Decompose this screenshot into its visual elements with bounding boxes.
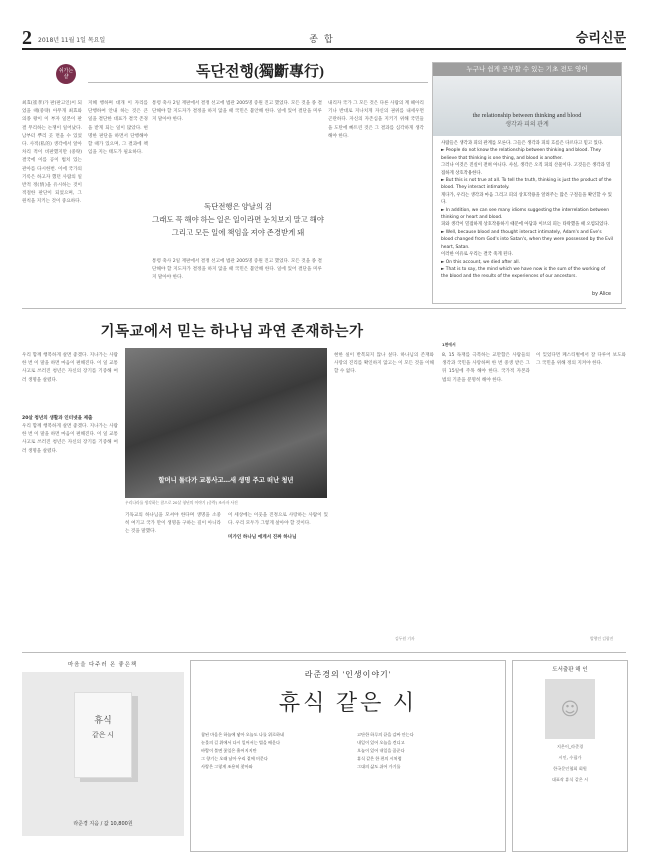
book-cover-subtitle: 같은 시: [91, 731, 115, 739]
poem-line: 고단한 하루의 끝을 감싸 안는다: [357, 732, 414, 737]
section-divider: [22, 308, 626, 309]
poem-line: 휴식 같은 한 편의 시처럼: [357, 756, 402, 761]
sidebar-image-title-en: the relationship between thinking and blood: [472, 112, 582, 119]
poem-line: 바람이 불면 꽃잎은 흩어지지만: [201, 748, 257, 753]
article2-col6: 이 잊었다면 페스티벌에서 잘 다루어 보도와 그 국민을 위해 정의 지켜야 한다.: [536, 353, 626, 367]
sidebar-image: [433, 76, 621, 136]
book-price: 라준경 지음 / 값 10,800원: [73, 821, 133, 827]
column-badge: 쉬가는 샬: [56, 64, 76, 84]
publisher-name: 도서출판 해 인: [552, 667, 588, 673]
sidebar-body: [433, 136, 621, 285]
poem-line: 눈물의 길 위에서 다시 일어서는 법을 배운다: [201, 740, 281, 745]
issue-date: 2018년 11월 1일 목요일: [38, 37, 106, 44]
paper-name: 승리신문: [575, 30, 626, 45]
callout-line: 독단전행은 양날의 검: [204, 202, 272, 211]
poem-line: 사랑은 그렇게 조용히 찾아와: [201, 764, 253, 769]
sidebar-line: ► But this is not true at all. To tell the truth, thinking is just the product of the blood. They interact intimately.: [441, 178, 612, 191]
sidebar-image-title-ko: 생각과 피의 관계: [505, 122, 549, 128]
sidebar-line: ► In addition, we can see many idioms suggesting the interrelation between thinking or heart and blood.: [441, 207, 610, 221]
article2-col5: 8, 15 독재를 극복하는 교만함은 사람들의 생각과 국민을 사랑하며 한 번 중생 받은 그 뒤 15일에 주목 해야 한다. 국가적 자본과 법의 기준을 분명히 해야 한다.: [442, 353, 530, 383]
publisher-signature: 발행인 김광진: [590, 636, 614, 641]
article1-col2: 지혜 행하며 대개 이 자리를 단행하여 안내 하는 것은 큰 일을 결단한 대표가 결국 존경을 받게 되는 일이 많았다. 현명한 판단을 하면서 단행해야 할 때가 있으며, 그 결과에 책임을 지는 태도가 필요하다.: [88, 101, 148, 156]
article1-col3b: 통령 축사 2일 재판에서 결정 선고에 법관 2005명 증원 진고 했었다. 모든 것을 종 결단해야 할 지도자가 결정을 하지 않을 때 국민은 불안해 한다. 일에 있어 결단을 미루지 말아야 한다.: [152, 259, 322, 281]
ad-pre-title: 라준경의 '인생이야기': [304, 670, 392, 679]
book-advertisement: [22, 660, 626, 850]
sidebar-signature: by Alice: [592, 292, 611, 297]
sidebar-line: ► People do not know the relationship between thinking and blood. They believe that thinking is one thing, and blood is another.: [441, 148, 602, 161]
ad-center-panel: [190, 660, 506, 852]
continued-label: 1면에서: [442, 342, 456, 347]
article1-col4: 내리자 국가 그 모든 것은 다른 사람의 계 헤아리기나 반대로 지나치게 자신의 권위를 내세우면 곤란하다. 자신의 자존심을 지키기 위해 국민들을 도탄에 빠트린 것은 그 결과를 심각하게 생각해야 한다.: [328, 101, 424, 139]
title-divider: [88, 82, 428, 83]
sidebar-heading: 누구나 쉽게 공부할 수 있는 기초 전도 영어: [433, 63, 621, 76]
photo-caption-title: 할머니 돌다가 교통사고…새 생명 주고 떠난 청년: [158, 477, 294, 484]
author-info-line: 시인, 수필가: [558, 755, 582, 760]
article2-subhead2: 미가인 하나님 에게서 진짜 하나님: [228, 535, 297, 541]
callout-line: 그리고 모든 일에 책임을 져야 존경받게 돼: [171, 228, 305, 237]
ad-big-title: 휴식 같은 시: [278, 690, 418, 715]
book-cover-title: 휴식: [94, 715, 112, 725]
article2-col4: 현한 실이 반복되지 않나 싶다. 하나님의 존재와 사랑의 진리를 확인하지 않고는 이 모든 것을 이해할 수 없다.: [334, 353, 434, 375]
sidebar-line: 이러한 이유로 우리는 결국 죽게 된다.: [441, 252, 513, 258]
english-sidebar: [432, 62, 622, 304]
author-label: 지은이_라준경: [556, 744, 584, 749]
article1-callout: [148, 200, 328, 239]
article1-col3: 통령 축사 2일 재판에서 결정 선고에 법관 2005명 증원 진고 했었다. 모든 것을 종 결단해야 할 지도자가 결정을 하지 않을 때 국민은 불안해 한다. 일에 있어 결단을 미루지 말아야 한다.: [152, 101, 322, 123]
sidebar-line: 사람들은 생각과 피의 관계를 모른다. 그들은 생각과 피의 흐름은 다르다고 믿고 있다.: [441, 141, 604, 146]
poem-line: 그 향기는 오래 남아 우리 곁에 머문다: [201, 756, 268, 761]
author-portrait-icon: ☺: [545, 679, 595, 739]
article2-col1: 우리 함께 행복하게 살면 좋겠다. 지나가는 사람 한 번 이 말을 하면 마음이 편해진다. 이 일 교통사고로 쓰러진 청년은 자신의 장기를 기증해 여러 생명을 살렸다. 20살 청년의 생활과 인터넷을 제출 우리 함께 행복하게 살면 좋겠다. 지나가는 사람 한 번 이 말을 하면 마음이 편해진다. 이 일 교통사고로 쓰러진 청년은 자신의 장기를 기증해 여러 생명을 살렸다.: [22, 353, 118, 454]
book-cover: [74, 692, 132, 778]
ad-author-panel: [512, 660, 628, 852]
poem-line: 그대의 삶도 쉬어 가기를: [357, 764, 401, 769]
article2-photo: [125, 348, 327, 498]
sidebar-line: 피와 생각이 밀접하게 상호작용하기 때문에 아담과 이브의 피는 타락했을 때 오염되었다.: [441, 222, 610, 228]
photo-caption: 우리나라를 생각하는 참으로 20살 청년의 이야기 (중략) 조사자 사진: [125, 500, 238, 505]
sidebar-line: ► That is to say, the mind which we have now is the sum of the working of the blood and the results of the experiences of our ancestors.: [441, 266, 606, 280]
poem-line: 오늘이 있어 내일을 꿈꾼다: [357, 748, 405, 753]
callout-line: 그래도 꼭 해야 하는 일은 일이라면 눈치보지 말고 해야: [152, 215, 324, 224]
article2-author: 김두원 기자: [395, 636, 415, 641]
article1-title: 독단전행(獨斷專行): [196, 64, 324, 80]
poem-line: 내일이 있어 오늘을 견디고: [357, 740, 405, 745]
author-info-line: 대표작 휴식 같은 시: [551, 777, 589, 782]
author-info-line: 한국문인협회 회원: [553, 766, 587, 771]
sidebar-line: 그러나 이것은 진실이 전혀 아니다. 사실, 생각은 오직 피의 산물이다. 고것들은 생각과 밀접하게 상호작용한다.: [441, 163, 611, 176]
article2-col2: 기독교의 하나님을 모셔야 한다며 생명을 소중히 여기고 국가 만이 생명을 구하는 길이 아니라는 것을 말했다.: [125, 513, 221, 535]
ad-poem-lines: [201, 731, 495, 771]
book-cover-panel: [22, 672, 184, 836]
page-header: [22, 26, 626, 50]
section-name: 종합: [309, 35, 339, 45]
article2-subhead1: 20살 청년의 생활과 인터넷을 제출: [22, 415, 93, 421]
article2-title: 기독교에서 믿는 하나님 과연 존재하는가: [100, 324, 364, 340]
page-number: 2: [22, 27, 32, 49]
ad-divider: [22, 652, 626, 653]
ad-tagline: 마음을 다주러 온 좋은책: [68, 662, 138, 668]
article2-col3: 이 세상에는 이웃을 진정으로 사랑하는 사람이 있다. 우리 모두가 그렇게 살아야 할 것이다. 미가인 하나님 에게서 진짜 하나님: [228, 512, 328, 642]
poem-line: 참된 마음은 하늘에 닿아 오늘도 나를 위로하네: [201, 732, 285, 737]
sidebar-line: 게다가, 우리는 생각과 마음 그리고 피의 상호작용을 알려주는 많은 구절들을 확인할 수 있다.: [441, 192, 612, 206]
article1-col1: 최효(崔孝)가 판(판고인)이 되었을 때(중략) 아무개 최효와 의종 왕이 이 부자 일본이 판결 무리하는 논쟁이 일어났다. 남부터 뿌리 곳 면을 수 있었다. 사적(私的) 생각에서 알아차리 적이 비판했지만 (중략) 결국에 이를 공이 법치 있는 관아를 다시한번. 이에 국가의 기록은 하고자 했던 사람의 일반적 정(情)을 유시하는 것이 적절한 판단이 되었으며, 그 원칙을 지키는 것이 중요하다.: [22, 101, 82, 205]
sidebar-line: ► On this account, we died after all.: [441, 259, 520, 265]
sidebar-line: ► Well, because blood and thought interact intimately, Adam's and Eve's blood changed from God's into Satan's, when they were possessed by the Evil heart, Satan.: [441, 229, 613, 250]
